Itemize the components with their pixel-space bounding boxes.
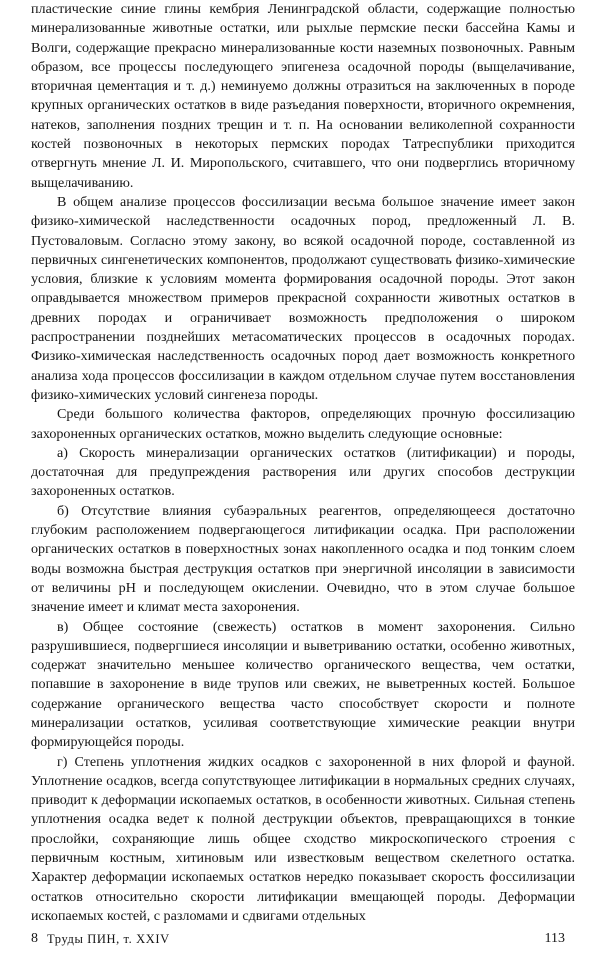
list-item-c: в) Общее состояние (свежесть) остатков в момент захоронения. Сильно разрушившиеся, подвергшиеся инсоляции и выветриванию остатки, особенно животных, содержат значительно меньшее количество органического вещества, чем остатки, попавшие в захоронение в виде трупов или свежих, не выветренных костей. Большое содержание органического вещества часто способствует скорости и полноте минерализации остатков, усиливая соответствующие химические реакции внутри формирующейся породы.	[31, 618, 575, 751]
journal-title: Труды ПИН, т. XXIV	[47, 932, 170, 946]
printer-signature: 8	[31, 931, 38, 946]
page-number: 113	[544, 931, 565, 946]
paragraph-continuation: пластические синие глины кембрия Ленинградской области, содержащие полностью минерализованные животные остатки, или рыхлые пермские пески бассейна Камы и Волги, содержащие прекрасно минерализованные кости наземных позвоночных. Равным образом, все процессы последующего эпигенеза осадочной породы (выщелачивание, вторичная цементация и т. д.) неминуемо должны отразиться на заключенных в породе крупных органических остатков в виде разъедания поверхности, вторичного окремнения, натеков, заполнения поздних трещин и т. п. На основании великолепной сохранности костей позвоночных в некоторых пермских породах Татреспублики приходится отвергнуть мнение Л. И. Миропольского, считавшего, что они подверглись вторичному выщелачиванию.	[31, 1, 575, 191]
list-item-b: б) Отсутствие влияния субаэральных реагентов, определяющееся достаточно глубоким расположением подвергающегося литификации осадка. При расположении органических остатков в поверхностных зонах накопленного осадка и под тонким слоем воды возможна быстрая деструкция остатков при энергичной инсоляции в зависимости от величины pH и последующем окислении. Очевидно, что в этом случае большое значение имеет и климат места захоронения.	[31, 502, 575, 616]
list-item-a: а) Скорость минерализации органических остатков (литификации) и породы, достаточная для предупреждения растворения или других способов деструкции захороненных остатков.	[31, 444, 575, 500]
paragraph-factors-intro: Среди большого количества факторов, определяющих прочную фоссилизацию захороненных органических остатков, можно выделить следующие основные:	[31, 406, 575, 442]
paragraph-physico-chemical-heredity: В общем анализе процессов фоссилизации весьма большое значение имеет закон физико-химической наследственности осадочных пород, предложенный Л. В. Пустоваловым. Согласно этому закону, во всякой осадочной породе, составленной из первичных сингенетических компонентов, продолжают существовать физико-химические условия, близкие к условиям момента формирования осадочной породы. Этот закон оправдывается множеством примеров прекрасной сохранности животных остатков в древних породах и ограничивает возможность предположения о широком распространении позднейших метасоматических процессов в осадочных породах. Физико-химическая наследственность осадочных пород дает возможность конкретного анализа хода процессов фоссилизации в каждом отдельном случае путем восстановления физико-химических условий сингенеза породы.	[31, 193, 575, 403]
page-footer	[31, 931, 575, 953]
list-item-d: г) Степень уплотнения жидких осадков с захороненной в них флорой и фауной. Уплотнение осадков, всегда сопутствующее литификации в нормальных средних случаях, приводит к деформации ископаемых остатков, в особенности животных. Сильная степень уплотнения осадка ведет к полной деструкции объектов, превращающихся в тонкие прослойки, сохраняющие лишь общее сходство микроскопического строения с первичным костным, хитиновым или известковым веществом скелетного остатка. Характер деформации ископаемых остатков нередко показывает скорость фоссилизации остатков относительно скорости литификации вмещающей породы. Деформации ископаемых костей, с разломами и сдвигами отдельных	[31, 753, 575, 924]
body-text	[31, 0, 575, 926]
